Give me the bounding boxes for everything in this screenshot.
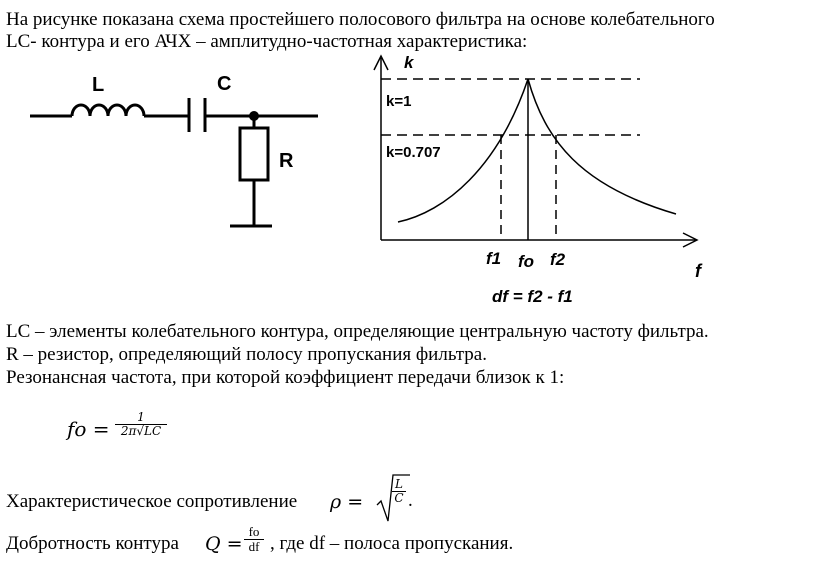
label-l: L	[92, 74, 105, 96]
impedance-lhs: ρ =	[330, 491, 364, 513]
impedance-numerator: L	[395, 477, 403, 491]
tick-f2: f2	[550, 250, 566, 269]
axis-f-label: f	[695, 261, 701, 281]
impedance-period: .	[408, 490, 413, 511]
quality-text: Добротность контура	[6, 533, 179, 554]
impedance-denominator: C	[394, 491, 404, 506]
text-lc: LC – элементы колебательного контура, определяющие центральную частоту фильтра.	[6, 321, 709, 342]
quality-fraction	[244, 525, 264, 555]
formula-fo-numerator: 1	[137, 410, 145, 424]
formula-fo-lhs: fo =	[67, 417, 110, 441]
intro-line-2: LC- контура и его АЧХ – амплитудно-частотная характеристика:	[6, 31, 528, 52]
bandwidth-label: df = f2 - f1	[492, 287, 573, 306]
text-resonance: Резонансная частота, при которой коэффициент передачи близок к 1:	[6, 367, 565, 388]
label-r: R	[279, 150, 294, 172]
impedance-text: Характеристическое сопротивление	[6, 491, 298, 512]
intro-line-1: На рисунке показана схема простейшего полосового фильтра на основе колебательного	[6, 9, 715, 30]
quality-lhs: Q =	[205, 533, 243, 555]
axis-k-label: k	[404, 53, 414, 72]
quality-denominator: df	[248, 539, 260, 555]
label-k1: k=1	[386, 93, 412, 110]
label-k0707: k=0.707	[386, 144, 441, 161]
tick-fo: fo	[518, 252, 535, 271]
impedance-fraction	[392, 478, 406, 505]
quality-numerator: fo	[248, 524, 260, 539]
quality-tail: , где df – полоса пропускания.	[270, 533, 514, 554]
label-c: C	[217, 73, 232, 95]
tick-f1: f1	[486, 249, 502, 268]
formula-fo-denominator: 2π√LC	[120, 424, 162, 439]
text-r: R – резистор, определяющий полосу пропускания фильтра.	[6, 344, 487, 365]
